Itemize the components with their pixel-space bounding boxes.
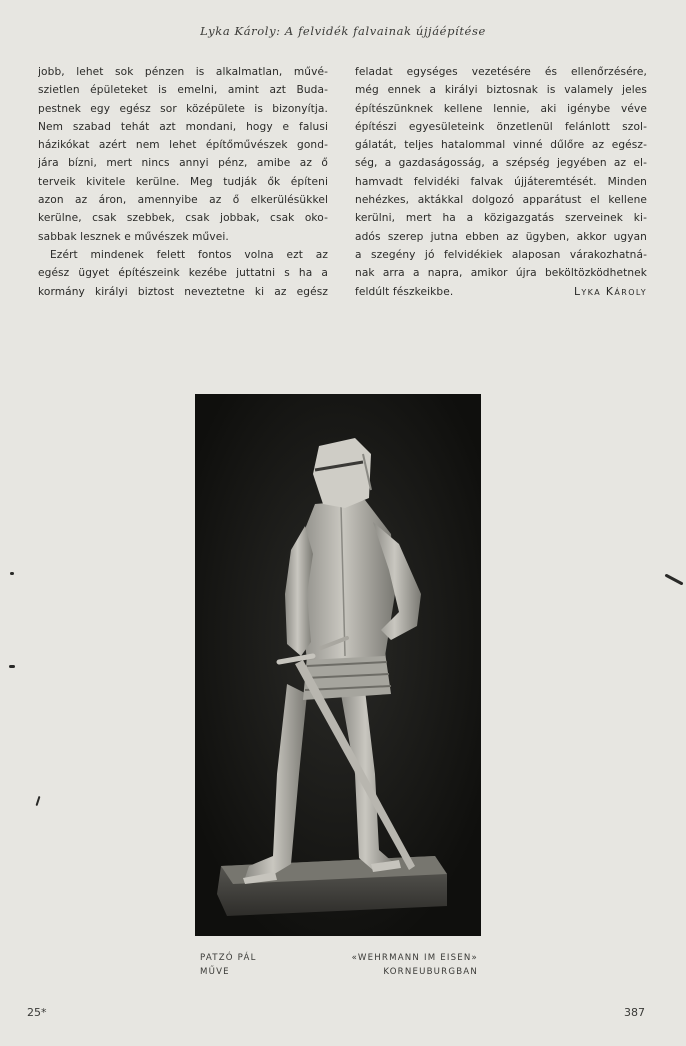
- scan-speck: [36, 796, 41, 806]
- scan-speck: [10, 572, 14, 575]
- left-text-column: [38, 63, 328, 301]
- text-line: ség, a gazdaságosság, a szépség jegyében az el-: [355, 157, 647, 170]
- text-line: gálatát, teljes hatalommal vinné dűlőre az egész-: [355, 139, 647, 152]
- text-line: kerülni, mert ha a közigazgatás szerveinek ki-: [355, 212, 647, 225]
- caption-artist: [200, 951, 257, 979]
- text-line: jára bízni, mert nincs annyi pénz, amibe az ő: [38, 157, 328, 170]
- text-line: szietlen épületeket is emelni, amint azt Buda-: [38, 84, 328, 97]
- closing-line: [355, 283, 647, 301]
- caption-title: [342, 951, 478, 979]
- signature-mark: 25*: [27, 1006, 47, 1019]
- right-text-column: [355, 63, 647, 301]
- text-line: házikókat azért nem lehet építőművészek gond-: [38, 139, 328, 152]
- author-signature: Lyka Károly: [573, 284, 647, 298]
- scan-speck: [9, 665, 15, 668]
- text-line: sabbak lesznek e művészek művei.: [38, 230, 229, 243]
- text-line: a szegény jó felvidékiek alaposan várakozhatná-: [355, 248, 647, 261]
- text-line: kormány királyi biztost neveztetne ki az egész: [38, 285, 328, 298]
- text-line: nak arra a napra, amikor újra beköltözködhetnek: [355, 267, 647, 280]
- text-line: feladat egységes vezetésére és ellenőrzésére,: [355, 66, 647, 78]
- text-line: Nem szabad tehát azt mondani, hogy e falusi: [38, 120, 328, 133]
- text-line: pestnek egy egész sor középülete is bizonyítja.: [38, 102, 328, 115]
- caption-line: «WEHRMANN IM EISEN»: [351, 953, 478, 963]
- text-line: egész ügyet építészeink kezébe juttatni s ha a: [38, 267, 328, 280]
- text-line: kerülne, csak szebbek, csak jobbak, csak oko-: [38, 212, 328, 225]
- text-line: építészünknek kellene lennie, aki igénybe véve: [355, 102, 647, 115]
- text-line: feldúlt fészkeikbe.: [355, 285, 454, 298]
- page-number: 387: [624, 1006, 645, 1019]
- sculpture-photograph: [195, 394, 481, 936]
- caption-line: PATZÓ PÁL: [200, 953, 257, 963]
- text-line: hamvadt felvidéki falvak újjáteremtését. Minden: [355, 175, 647, 188]
- text-line: Ezért mindenek felett fontos volna ezt az: [50, 248, 328, 261]
- statue-illustration: [195, 394, 481, 936]
- scan-speck: [664, 573, 683, 585]
- text-line: adós szerep jutna ebben az ügyben, akkor ugyan: [355, 230, 647, 243]
- text-line: azon az áron, amennyibe az ő elkerülésükkel: [38, 194, 328, 207]
- text-line: nehézkes, aktákkal dolgozó apparátust el kellene: [355, 194, 647, 207]
- caption-line: MŰVE: [200, 967, 230, 977]
- text-line: még ennek a királyi biztosnak is valamely jeles: [355, 84, 647, 97]
- text-line: terveik kivitele kerülne. Meg tudják ők építeni: [38, 175, 328, 188]
- caption-line: KORNEUBURGBAN: [383, 967, 478, 977]
- text-line: építészi egyesületeink önzetlenül felánlott szol-: [355, 120, 647, 133]
- text-line: jobb, lehet sok pénzen is alkalmatlan, művé-: [38, 66, 328, 78]
- running-head: Lyka Károly: A felvidék falvainak újjáépítése: [200, 24, 486, 38]
